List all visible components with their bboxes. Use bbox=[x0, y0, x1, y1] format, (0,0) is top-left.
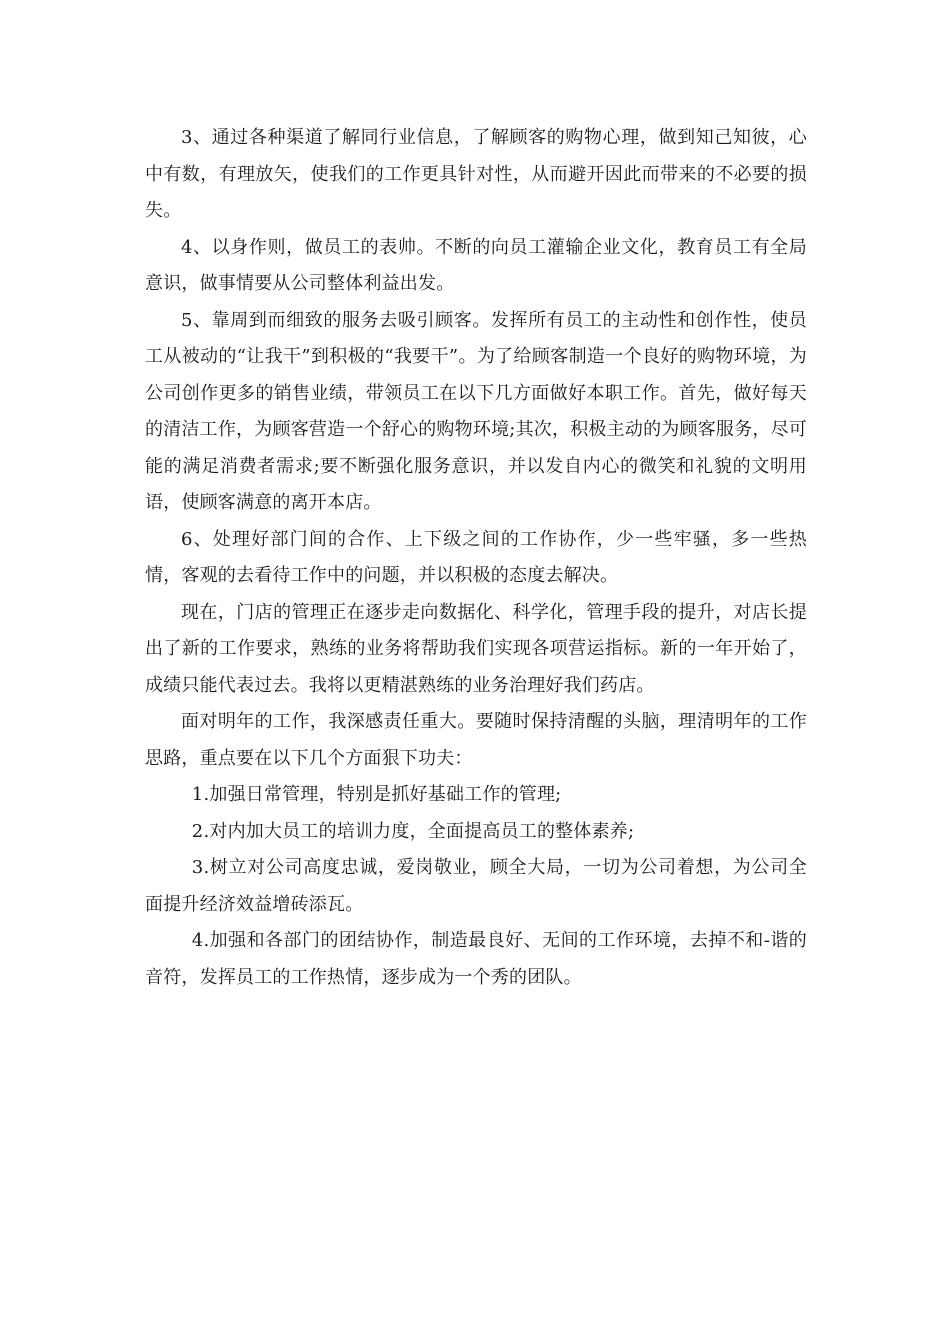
plan-item-2: 2.对内加大员工的培训力度，全面提高员工的整体素养; bbox=[191, 820, 635, 842]
document-body bbox=[145, 120, 807, 996]
paragraph-item-3: 3、通过各种渠道了解同行业信息，了解顾客的购物心理，做到知己知彼，心中有数，有理放矢，使我们的工作更具针对性，从而避开因此而带来的不必要的损失。 bbox=[145, 127, 807, 221]
plan-item-3: 3.树立对公司高度忠诚，爱岗敬业，顾全大局，一切为公司着想，为公司全面提升经济效益增砖添瓦。 bbox=[145, 857, 807, 915]
paragraph-next-year-plan: 面对明年的工作，我深感责任重大。要随时保持清醒的头脑，理清明年的工作思路，重点要在以下几个方面狠下功夫： bbox=[145, 711, 807, 769]
paragraph-current-status: 现在，门店的管理正在逐步走向数据化、科学化，管理手段的提升，对店长提出了新的工作要求，熟练的业务将帮助我们实现各项营运指标。新的一年开始了，成绩只能代表过去。我将以更精湛熟练的业务治理好我们药店。 bbox=[145, 601, 807, 696]
plan-item-1: 1.加强日常管理，特别是抓好基础工作的管理; bbox=[191, 784, 562, 805]
paragraph-item-4: 4、以身作则，做员工的表帅。不断的向员工灌输企业文化，教育员工有全局意识，做事情要从公司整体利益出发。 bbox=[145, 236, 807, 294]
paragraph-item-6: 6、处理好部门间的合作、上下级之间的工作协作，少一些牢骚，多一些热情，客观的去看待工作中的问题，并以积极的态度去解决。 bbox=[145, 528, 807, 586]
paragraph-item-5: 5、靠周到而细致的服务去吸引顾客。发挥所有员工的主动性和创作性，使员工从被动的“让我干”到积极的“我要干”。为了给顾客制造一个良好的购物环境，为公司创作更多的销售业绩，带领员工在以下几方面做好本职工作。首先，做好每天的清洁工作，为顾客营造一个舒心的购物环境;其次，积极主动的为顾客服务，尽可能的满足消费者需求;要不断强化服务意识，并以发自内心的微笑和礼貌的文明用语，使顾客满意的离开本店。 bbox=[145, 309, 807, 513]
plan-item-4: 4.加强和各部门的团结协作，制造最良好、无间的工作环境，去掉不和-谐的音符，发挥员工的工作热情，逐步成为一个秀的团队。 bbox=[145, 930, 807, 988]
